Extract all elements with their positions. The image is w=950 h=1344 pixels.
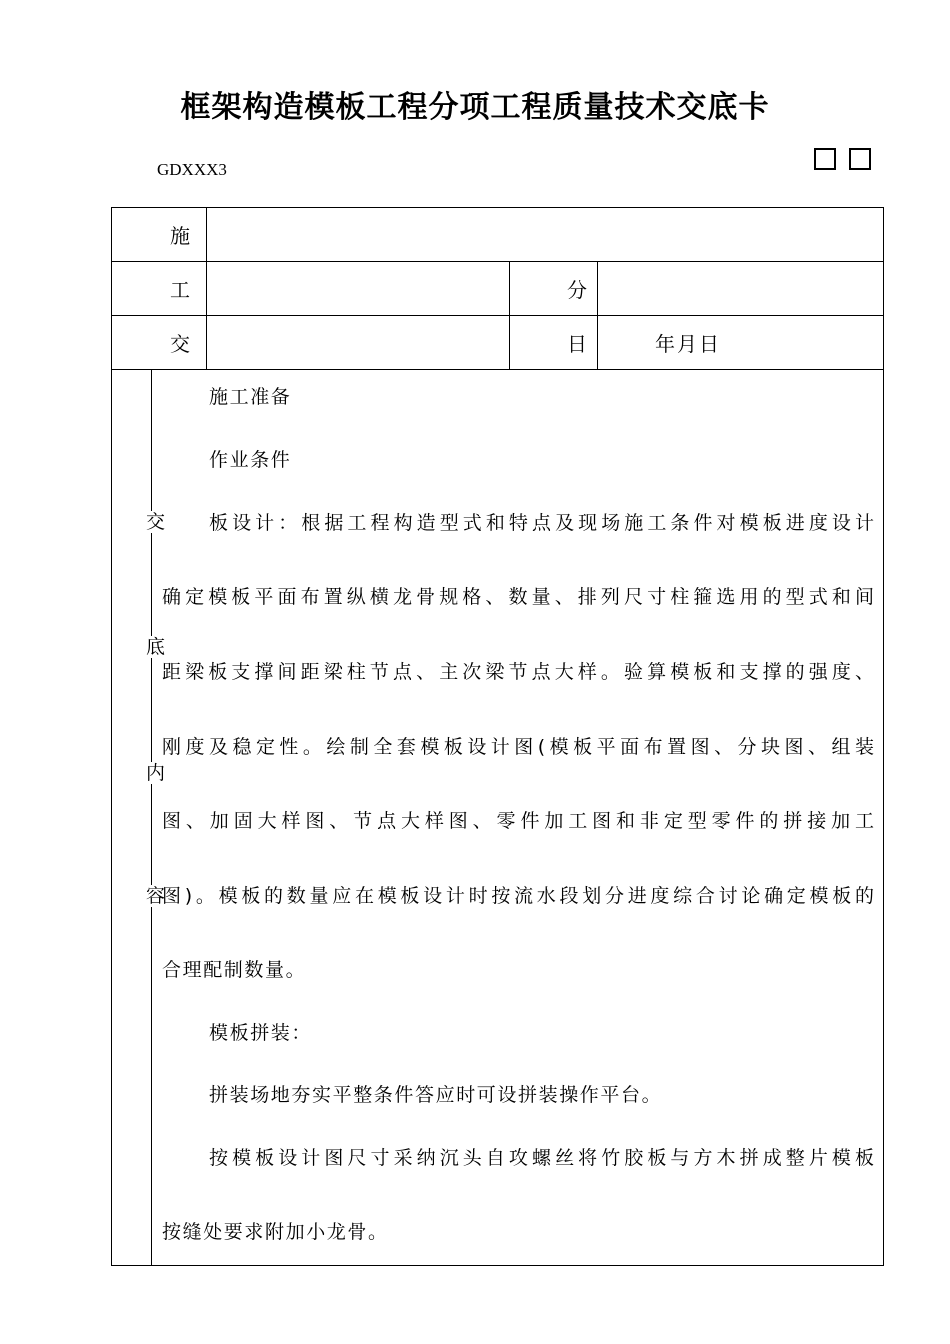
row3-mid-label: 日 — [567, 332, 587, 356]
date-field: 年月日 — [655, 332, 721, 356]
table-right-border — [883, 207, 884, 1266]
side-label-char-1: 交 — [146, 511, 166, 533]
row3-label: 交 — [170, 332, 190, 356]
content-line-12: 按模板设计图尺寸采纳沉头自攻螺丝将竹胶板与方木拼成整片模板 — [209, 1147, 874, 1169]
mid-column-divider-right — [597, 261, 598, 370]
content-line-10: 模板拼装： — [209, 1022, 313, 1044]
side-column-divider — [151, 369, 152, 1266]
table-bottom-border — [111, 1265, 884, 1266]
content-line-2: 作业条件 — [209, 449, 292, 471]
document-code: GDXXX3 — [157, 160, 227, 179]
content-line-3: 板设计：根据工程构造型式和特点及现场施工条件对模板进度设计 — [209, 512, 874, 534]
content-line-8: 图)。模板的数量应在模板设计时按流水段划分进度综合讨论确定模板的 — [162, 885, 874, 907]
content-line-5: 距梁板支撑间距梁柱节点、主次梁节点大样。验算模板和支撑的强度、 — [162, 661, 874, 683]
table-row-divider-2 — [111, 315, 884, 316]
row2-label: 工 — [170, 278, 190, 302]
checkbox-2[interactable] — [849, 148, 871, 170]
content-line-4: 确定模板平面布置纵横龙骨规格、数量、排列尺寸柱箍选用的型式和间 — [162, 586, 874, 608]
content-line-7: 图、加固大样图、节点大样图、零件加工图和非定型零件的拼接加工 — [162, 810, 874, 832]
row1-label: 施 — [170, 224, 190, 248]
side-label-char-2: 底 — [146, 636, 166, 658]
content-line-9: 合理配制数量。 — [162, 959, 307, 981]
row2-mid-label: 分 — [567, 278, 587, 302]
side-label-char-3: 内 — [146, 762, 166, 784]
content-line-1: 施工准备 — [209, 386, 292, 408]
table-left-border — [111, 207, 112, 1266]
table-row-divider-3 — [111, 369, 884, 370]
mid-column-divider-left — [509, 261, 510, 370]
content-line-11: 拼装场地夯实平整条件答应时可设拼装操作平台。 — [209, 1084, 663, 1106]
content-line-6: 刚度及稳定性。绘制全套模板设计图(模板平面布置图、分块图、组装 — [162, 736, 874, 758]
side-label-char-4: 容 — [146, 885, 166, 907]
document-title: 框架构造模板工程分项工程质量技术交底卡 — [180, 90, 770, 125]
table-top-border — [111, 207, 884, 208]
content-line-13: 按缝处要求附加小龙骨。 — [162, 1221, 389, 1243]
label-column-divider — [206, 207, 207, 370]
checkbox-1[interactable] — [814, 148, 836, 170]
table-row-divider-1 — [111, 261, 884, 262]
